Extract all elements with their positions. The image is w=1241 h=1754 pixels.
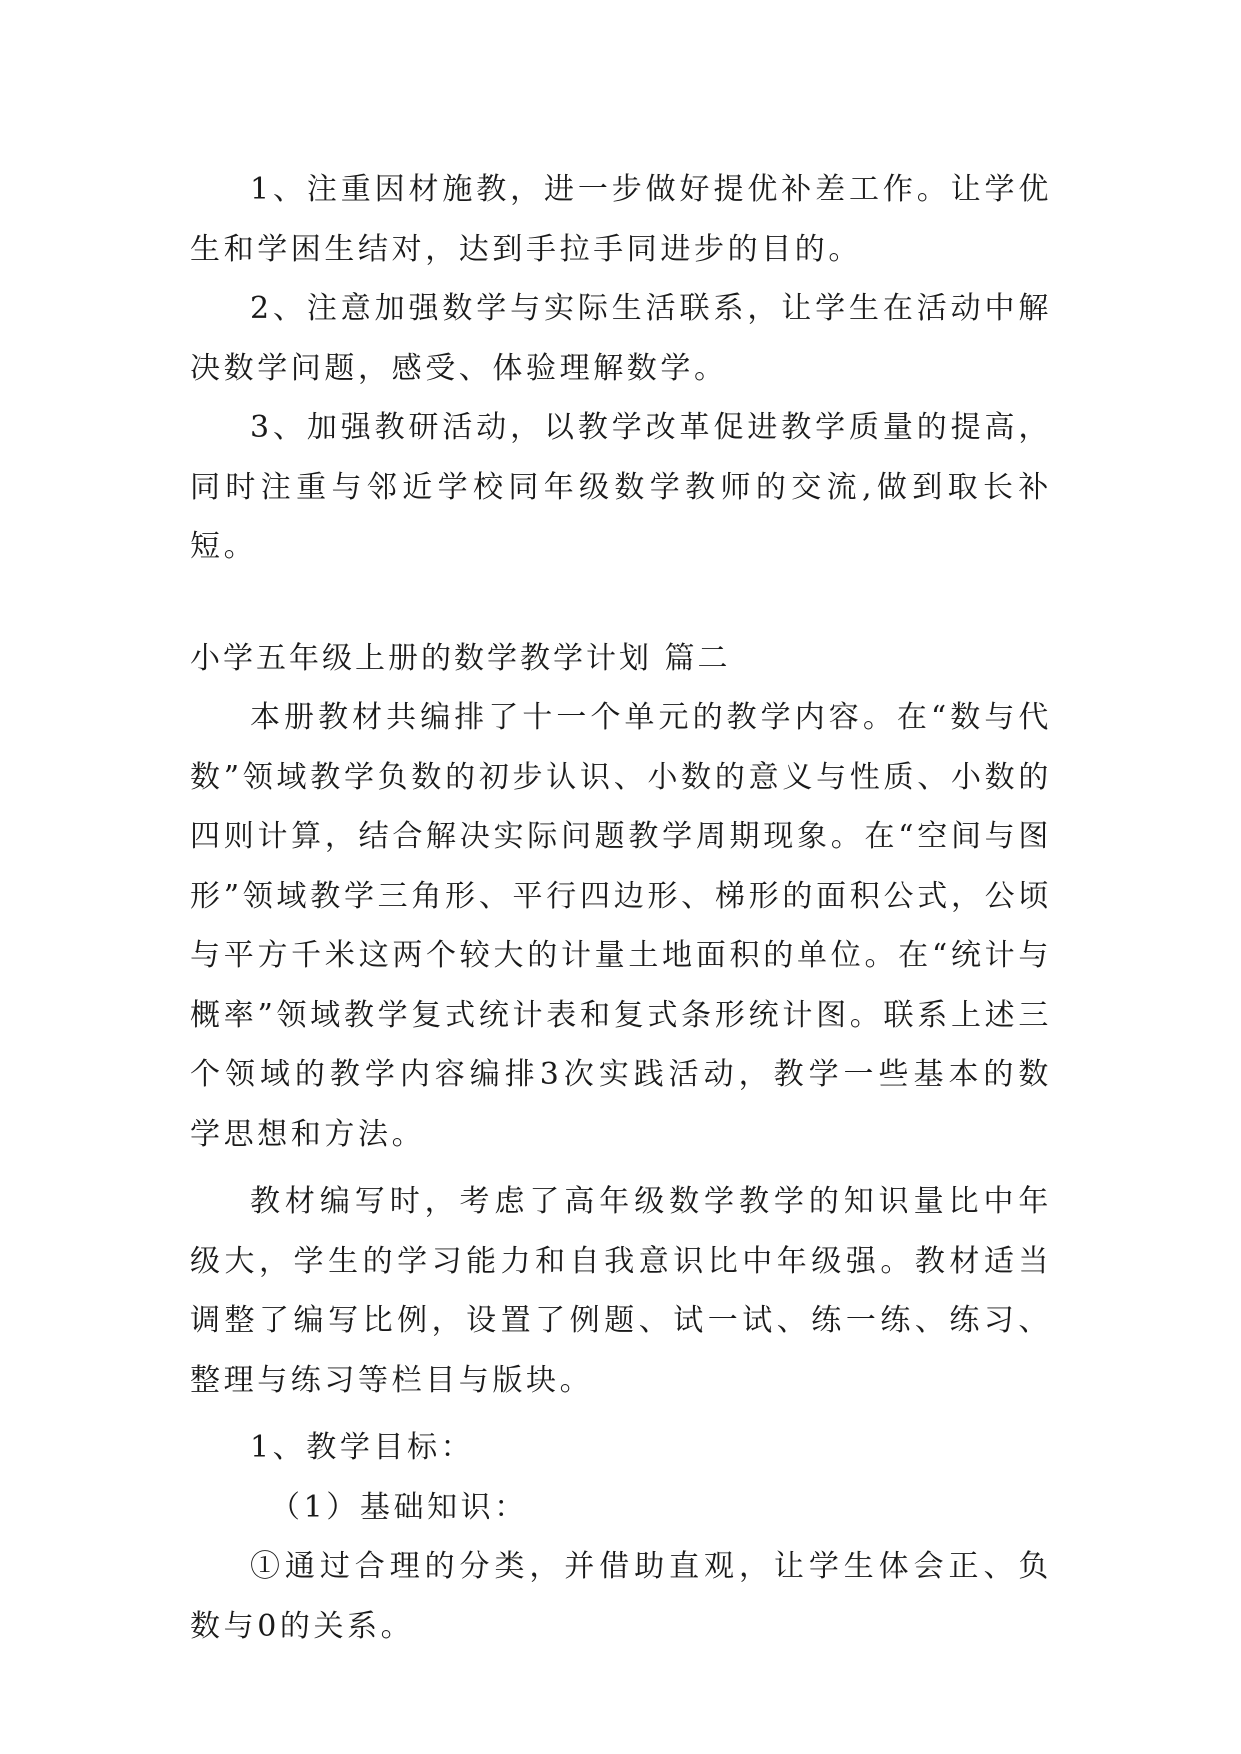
document-page bbox=[190, 160, 1052, 1656]
plan-item-3: 3、加强教研活动，以教学改革促进教学质量的提高，同时注重与邻近学校同年级数学教师的交流,做到取长补短。 bbox=[190, 410, 1052, 564]
section-spacer bbox=[190, 577, 1052, 629]
paragraph-spacer bbox=[190, 1410, 1052, 1418]
plan-item-1: 1、注重因材施教，进一步做好提优补差工作。让学优生和学困生结对，达到手拉手同进步的目的。 bbox=[190, 172, 1052, 267]
plan-item-2: 2、注意加强数学与实际生活联系，让学生在活动中解决数学问题，感受、体验理解数学。 bbox=[190, 291, 1052, 386]
sub-heading-basic-knowledge: （1）基础知识： bbox=[270, 1489, 528, 1525]
goal-heading: 1、教学目标： bbox=[250, 1430, 475, 1465]
paragraph-spacer bbox=[190, 1164, 1052, 1172]
intro-paragraph: 本册教材共编排了十一个单元的教学内容。在“数与代数”领域教学负数的初步认识、小数的意义与性质、小数的四则计算，结合解决实际问题教学周期现象。在“空间与图形”领域教学三角形、平行四边形、梯形的面积公式，公顷与平方千米这两个较大的计量土地面积的单位。在“统计与概率”领域教学复式统计表和复式条形统计图。联系上述三个领域的教学内容编排3次实践活动，教学一些基本的数学思想和方法。 bbox=[190, 700, 1052, 1152]
knowledge-item-1: ①通过合理的分类，并借助直观，让学生体会正、负数与0的关系。 bbox=[190, 1549, 1052, 1644]
section-heading: 小学五年级上册的数学教学计划 篇二 bbox=[190, 640, 731, 676]
textbook-paragraph: 教材编写时，考虑了高年级数学教学的知识量比中年级大，学生的学习能力和自我意识比中年级强。教材适当调整了编写比例，设置了例题、试一试、练一练、练习、整理与练习等栏目与版块。 bbox=[190, 1184, 1052, 1398]
